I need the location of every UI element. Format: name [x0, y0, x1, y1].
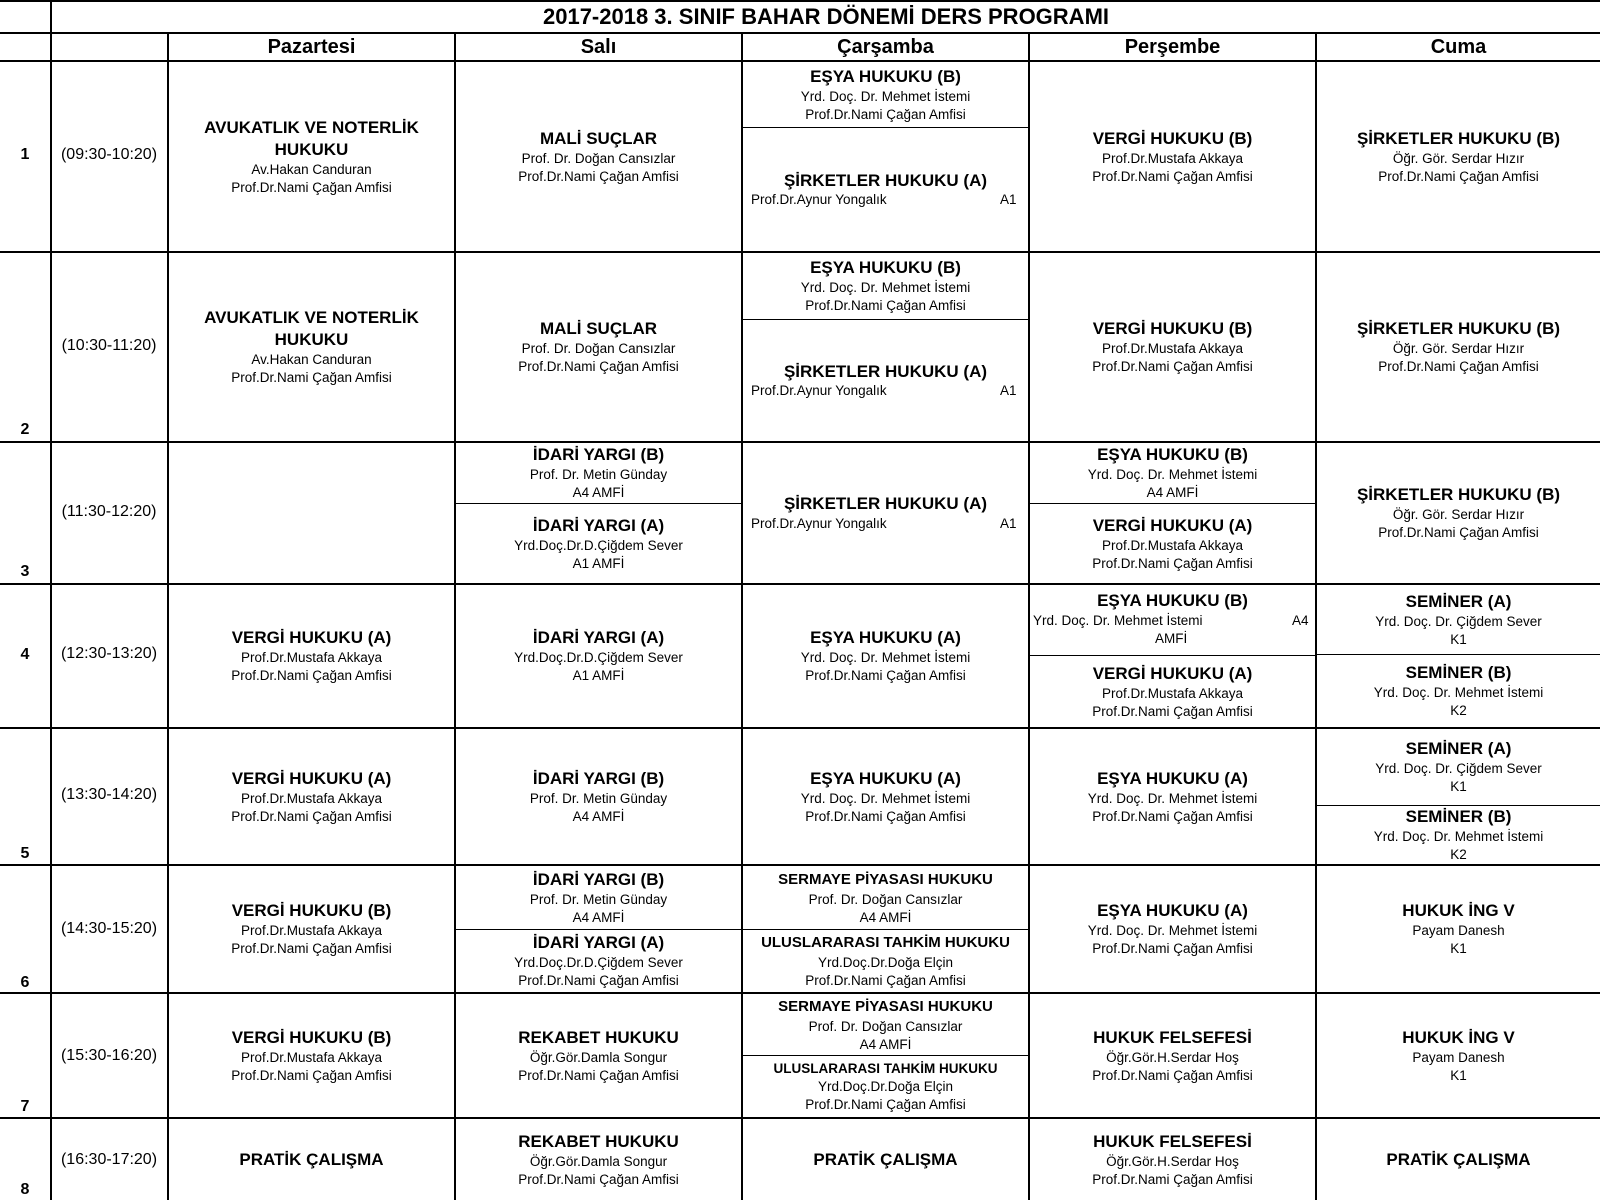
- classroom: Prof.Dr.Nami Çağan Amfisi: [1092, 555, 1253, 571]
- class-cell: [456, 1119, 741, 1200]
- class-cell: [169, 1119, 454, 1200]
- class-cell: [743, 930, 1028, 992]
- classroom: Prof.Dr.Nami Çağan Amfisi: [231, 808, 392, 824]
- classroom: K1: [1450, 941, 1467, 956]
- classroom: A4 AMFİ: [572, 808, 625, 824]
- class-cell: [1030, 866, 1315, 992]
- course-name: PRATİK ÇALIŞMA: [239, 1149, 384, 1169]
- class-cell: [1030, 504, 1315, 583]
- class-cell: [456, 504, 741, 583]
- classroom: K2: [1450, 703, 1467, 718]
- course-name: EŞYA HUKUKU (B): [1097, 591, 1248, 610]
- classroom: Prof.Dr.Nami Çağan Amfisi: [805, 668, 966, 683]
- course-name: ŞİRKETLER HUKUKU (A): [783, 494, 988, 513]
- instructor: Yrd. Doç. Dr. Çiğdem Sever: [1375, 613, 1542, 629]
- classroom: Prof.Dr.Nami Çağan Amfisi: [1378, 359, 1539, 374]
- class-cell: [1030, 656, 1315, 727]
- instructor: Prof.Dr.Mustafa Akkaya: [1101, 537, 1244, 553]
- period-time: (11:30-12:20): [61, 503, 157, 520]
- day-header-thursday: Perşembe: [1124, 36, 1221, 58]
- class-cell: [1317, 806, 1600, 864]
- instructor: Öğr. Gör. Serdar Hızır: [1392, 507, 1525, 522]
- course-name: VERGİ HUKUKU (B): [1092, 319, 1253, 338]
- page-title: 2017-2018 3. SINIF BAHAR DÖNEMİ DERS PROGRAMI: [542, 4, 1110, 29]
- instructor: Av.Hakan Canduran: [251, 161, 372, 177]
- instructor: Payam Danesh: [1412, 923, 1505, 938]
- classroom: Prof.Dr.Nami Çağan Amfisi: [231, 179, 392, 195]
- class-cell: [456, 930, 741, 992]
- instructor: Öğr.Gör.H.Serdar Hoş: [1106, 1153, 1239, 1169]
- period-number: 5: [20, 845, 30, 862]
- day-header-wednesday: Çarşamba: [837, 36, 934, 58]
- class-cell: [1317, 655, 1600, 727]
- instructor: Yrd. Doç. Dr. Mehmet İstemi: [1087, 790, 1258, 806]
- classroom: Prof.Dr.Nami Çağan Amfisi: [231, 1067, 392, 1083]
- course-name: REKABET HUKUKU: [518, 1131, 679, 1151]
- course-name: HUKUK İNG V: [1402, 901, 1515, 920]
- classroom: Prof.Dr.Nami Çağan Amfisi: [1092, 941, 1253, 956]
- classroom: Prof.Dr.Nami Çağan Amfisi: [518, 973, 679, 988]
- class-cell: [1030, 443, 1315, 503]
- period-time: (15:30-16:20): [60, 1047, 158, 1064]
- class-cell: [1317, 994, 1600, 1117]
- classroom: Prof.Dr.Nami Çağan Amfisi: [805, 1096, 966, 1112]
- course-name: EŞYA HUKUKU (A): [810, 628, 961, 647]
- instructor: Prof. Dr. Metin Günday: [529, 467, 668, 482]
- course-name: VERGİ HUKUKU (B): [231, 1027, 392, 1047]
- instructor: Prof. Dr. Doğan Cansızlar: [521, 150, 676, 166]
- classroom: Prof.Dr.Nami Çağan Amfisi: [805, 973, 966, 988]
- day-header-monday: Pazartesi: [267, 36, 356, 58]
- classroom: Prof.Dr.Nami Çağan Amfisi: [1092, 703, 1253, 719]
- classroom: A4 AMFİ: [1146, 485, 1199, 500]
- instructor: Prof.Dr.Aynur Yongalık: [751, 192, 887, 207]
- class-cell: [1030, 1119, 1315, 1200]
- class-cell: [1030, 729, 1315, 864]
- classroom: A1 AMFİ: [572, 668, 625, 683]
- classroom: Prof.Dr.Nami Çağan Amfisi: [231, 668, 392, 683]
- class-cell: [169, 62, 454, 251]
- class-cell: [743, 866, 1028, 929]
- class-cell: [456, 62, 741, 251]
- period-time: (14:30-15:20): [60, 920, 158, 937]
- course-name: ŞİRKETLER HUKUKU (A): [783, 361, 988, 381]
- class-cell: [456, 994, 741, 1117]
- course-name: ULUSLARARASI TAHKİM HUKUKU: [761, 934, 1010, 951]
- class-cell: [456, 253, 741, 441]
- course-name: ŞİRKETLER HUKUKU (B): [1356, 319, 1561, 338]
- classroom: Prof.Dr.Nami Çağan Amfisi: [805, 106, 966, 122]
- classroom: Prof.Dr.Nami Çağan Amfisi: [805, 808, 966, 824]
- instructor: Prof.Dr.Mustafa Akkaya: [1101, 685, 1244, 701]
- instructor: Öğr. Gör. Serdar Hızır: [1392, 341, 1525, 356]
- classroom: A1: [1000, 383, 1017, 398]
- period-number: 2: [20, 421, 30, 438]
- course-name: SEMİNER (B): [1405, 807, 1512, 826]
- instructor: Yrd. Doç. Dr. Mehmet İstemi: [1373, 829, 1544, 844]
- classroom: Prof.Dr.Nami Çağan Amfisi: [1092, 808, 1253, 824]
- instructor: Prof.Dr.Mustafa Akkaya: [240, 790, 383, 806]
- instructor: Öğr. Gör. Serdar Hızır: [1392, 150, 1525, 166]
- course-name: PRATİK ÇALIŞMA: [813, 1149, 958, 1169]
- class-cell: [1317, 62, 1600, 251]
- period-number: 8: [20, 1181, 30, 1198]
- classroom: AMFİ: [1155, 631, 1188, 646]
- course-name: EŞYA HUKUKU (A): [1097, 768, 1248, 788]
- class-cell: [743, 1119, 1028, 1200]
- instructor: Prof.Dr.Mustafa Akkaya: [1101, 341, 1244, 356]
- classroom: Prof.Dr.Nami Çağan Amfisi: [805, 298, 966, 313]
- class-cell: [743, 729, 1028, 864]
- period-time: (13:30-14:20): [60, 786, 158, 803]
- classroom: A1: [1000, 192, 1017, 207]
- course-name: SEMİNER (B): [1405, 663, 1512, 682]
- class-cell: [743, 994, 1028, 1055]
- classroom: K1: [1450, 779, 1467, 794]
- period-time: (09:30-10:20): [60, 146, 158, 163]
- class-cell: [1030, 994, 1315, 1117]
- classroom: A4: [1292, 613, 1309, 628]
- course-name: PRATİK ÇALIŞMA: [1386, 1149, 1531, 1169]
- instructor: Yrd. Doç. Dr. Mehmet İstemi: [1087, 923, 1258, 938]
- classroom: K1: [1450, 1067, 1467, 1083]
- class-cell: [1317, 866, 1600, 992]
- class-cell: [743, 585, 1028, 727]
- instructor: Yrd. Doç. Dr. Mehmet İstemi: [1373, 685, 1544, 700]
- classroom: Prof.Dr.Nami Çağan Amfisi: [1092, 359, 1253, 374]
- instructor: Prof.Dr.Aynur Yongalık: [751, 516, 887, 531]
- class-cell: [1317, 729, 1600, 805]
- instructor: Yrd.Doç.Dr.Doğa Elçin: [817, 955, 954, 970]
- course-name: EŞYA HUKUKU (B): [810, 258, 961, 277]
- day-header-tuesday: Salı: [580, 36, 617, 58]
- instructor: Prof.Dr.Mustafa Akkaya: [1101, 150, 1244, 166]
- instructor: Payam Danesh: [1412, 1049, 1505, 1065]
- classroom: Prof.Dr.Nami Çağan Amfisi: [1378, 168, 1539, 184]
- course-name: EŞYA HUKUKU (A): [810, 768, 961, 788]
- instructor: Yrd.Doç.Dr.D.Çiğdem Sever: [514, 650, 683, 665]
- course-name: VERGİ HUKUKU (B): [1092, 128, 1253, 148]
- instructor: Yrd. Doç. Dr. Mehmet İstemi: [1033, 613, 1203, 628]
- instructor: Prof.Dr.Mustafa Akkaya: [240, 923, 383, 938]
- period-time: (10:30-11:20): [61, 337, 157, 354]
- classroom: Prof.Dr.Nami Çağan Amfisi: [518, 1171, 679, 1187]
- class-cell: [169, 585, 454, 727]
- instructor: Yrd.Doç.Dr.D.Çiğdem Sever: [514, 955, 683, 970]
- course-name: İDARİ YARGI (B): [532, 445, 665, 464]
- instructor: Prof.Dr.Mustafa Akkaya: [240, 650, 383, 665]
- classroom: Prof.Dr.Nami Çağan Amfisi: [231, 941, 392, 956]
- class-cell: [169, 253, 454, 441]
- class-cell: [1317, 253, 1600, 441]
- course-name: HUKUK İNG V: [1402, 1027, 1515, 1047]
- class-cell: [456, 729, 741, 864]
- instructor: Öğr.Gör.Damla Songur: [529, 1049, 668, 1065]
- course-name: VERGİ HUKUKU (A): [1092, 515, 1253, 535]
- class-cell: [169, 994, 454, 1117]
- day-header-friday: Cuma: [1430, 36, 1487, 58]
- course-name: MALİ SUÇLAR: [539, 319, 658, 338]
- course-name: EŞYA HUKUKU (B): [1097, 445, 1248, 464]
- classroom: K2: [1450, 847, 1467, 862]
- instructor: Prof. Dr. Metin Günday: [529, 790, 668, 806]
- class-cell: [169, 729, 454, 864]
- course-name: VERGİ HUKUKU (A): [231, 768, 392, 788]
- instructor: Prof.Dr.Aynur Yongalık: [751, 383, 887, 398]
- instructor: Yrd. Doç. Dr. Mehmet İstemi: [800, 650, 971, 665]
- classroom: K1: [1450, 631, 1467, 647]
- period-number: 1: [20, 146, 30, 163]
- class-cell: [169, 866, 454, 992]
- instructor: Öğr.Gör.Damla Songur: [529, 1153, 668, 1169]
- course-name: ŞİRKETLER HUKUKU (A): [783, 170, 988, 190]
- class-cell: [743, 128, 1028, 251]
- course-name: HUKUK FELSEFESİ: [1093, 1027, 1252, 1047]
- classroom: A4 AMFİ: [572, 485, 625, 500]
- instructor: Yrd. Doç. Dr. Mehmet İstemi: [800, 280, 971, 295]
- period-time: (12:30-13:20): [60, 645, 158, 662]
- instructor: Prof. Dr. Doğan Cansızlar: [808, 891, 963, 907]
- instructor: Prof. Dr. Metin Günday: [529, 891, 668, 907]
- period-number: 7: [20, 1098, 30, 1115]
- course-name: ŞİRKETLER HUKUKU (B): [1356, 128, 1561, 148]
- instructor: Prof. Dr. Doğan Cansızlar: [808, 1018, 963, 1034]
- course-name: VERGİ HUKUKU (B): [231, 901, 392, 920]
- rule: [50, 0, 52, 1200]
- course-name: SERMAYE PİYASASI HUKUKU: [778, 997, 993, 1015]
- classroom: Prof.Dr.Nami Çağan Amfisi: [231, 370, 392, 385]
- course-name: MALİ SUÇLAR: [539, 128, 658, 148]
- course-name: İDARİ YARGI (A): [532, 628, 665, 647]
- class-cell: [1317, 1119, 1600, 1200]
- course-name: EŞYA HUKUKU (B): [810, 66, 961, 86]
- course-name: ŞİRKETLER HUKUKU (B): [1356, 485, 1561, 504]
- instructor: Yrd. Doç. Dr. Mehmet İstemi: [1087, 467, 1258, 482]
- classroom: A4 AMFİ: [572, 909, 625, 925]
- class-cell: [743, 1056, 1028, 1117]
- classroom: Prof.Dr.Nami Çağan Amfisi: [518, 359, 679, 374]
- classroom: Prof.Dr.Nami Çağan Amfisi: [1378, 525, 1539, 540]
- course-name: EŞYA HUKUKU (A): [1097, 901, 1248, 920]
- instructor: Prof.Dr.Mustafa Akkaya: [240, 1049, 383, 1065]
- course-name: HUKUK FELSEFESİ: [1093, 1131, 1252, 1151]
- course-name: SERMAYE PİYASASI HUKUKU: [778, 870, 993, 888]
- class-cell: [743, 62, 1028, 127]
- class-cell: [1317, 443, 1600, 583]
- classroom: A4 AMFİ: [859, 909, 912, 925]
- course-name: İDARİ YARGI (A): [532, 933, 665, 952]
- period-number: 6: [20, 974, 30, 991]
- class-cell: [1030, 253, 1315, 441]
- instructor: Öğr.Gör.H.Serdar Hoş: [1106, 1049, 1239, 1065]
- class-cell: [743, 320, 1028, 441]
- classroom: Prof.Dr.Nami Çağan Amfisi: [1092, 1171, 1253, 1187]
- class-cell: [456, 866, 741, 929]
- class-cell: [1317, 585, 1600, 654]
- course-name: AVUKATLIK VE NOTERLİK HUKUKU: [204, 308, 419, 349]
- course-name: REKABET HUKUKU: [518, 1027, 679, 1047]
- course-name: AVUKATLIK VE NOTERLİK HUKUKU: [204, 117, 419, 159]
- course-name: İDARİ YARGI (B): [532, 869, 665, 889]
- instructor: Yrd. Doç. Dr. Mehmet İstemi: [800, 790, 971, 806]
- classroom: Prof.Dr.Nami Çağan Amfisi: [518, 1067, 679, 1083]
- instructor: Av.Hakan Canduran: [251, 352, 372, 367]
- class-cell: [743, 253, 1028, 319]
- class-cell: [1030, 62, 1315, 251]
- course-name: SEMİNER (A): [1405, 591, 1512, 611]
- classroom: Prof.Dr.Nami Çağan Amfisi: [518, 168, 679, 184]
- course-name: İDARİ YARGI (B): [532, 768, 665, 788]
- course-name: İDARİ YARGI (A): [532, 515, 665, 535]
- course-name: ULUSLARARASI TAHKİM HUKUKU: [773, 1060, 998, 1076]
- instructor: Yrd.Doç.Dr.Doğa Elçin: [817, 1078, 954, 1094]
- classroom: A4 AMFİ: [859, 1036, 912, 1052]
- instructor: Prof. Dr. Doğan Cansızlar: [521, 341, 676, 356]
- classroom: Prof.Dr.Nami Çağan Amfisi: [1092, 168, 1253, 184]
- class-cell: [456, 443, 741, 503]
- class-cell: [743, 443, 1028, 583]
- classroom: A1 AMFİ: [572, 555, 625, 571]
- course-name: VERGİ HUKUKU (A): [231, 628, 392, 647]
- class-cell: [456, 585, 741, 727]
- instructor: Yrd. Doç. Dr. Çiğdem Sever: [1375, 761, 1542, 776]
- instructor: Yrd. Doç. Dr. Mehmet İstemi: [800, 88, 971, 104]
- instructor: Yrd.Doç.Dr.D.Çiğdem Sever: [514, 537, 683, 553]
- period-number: 4: [20, 646, 30, 663]
- course-name: VERGİ HUKUKU (A): [1092, 663, 1253, 683]
- period-number: 3: [20, 563, 30, 580]
- classroom: Prof.Dr.Nami Çağan Amfisi: [1092, 1067, 1253, 1083]
- course-name: SEMİNER (A): [1405, 739, 1512, 758]
- period-time: (16:30-17:20): [60, 1151, 158, 1168]
- classroom: A1: [1000, 516, 1017, 531]
